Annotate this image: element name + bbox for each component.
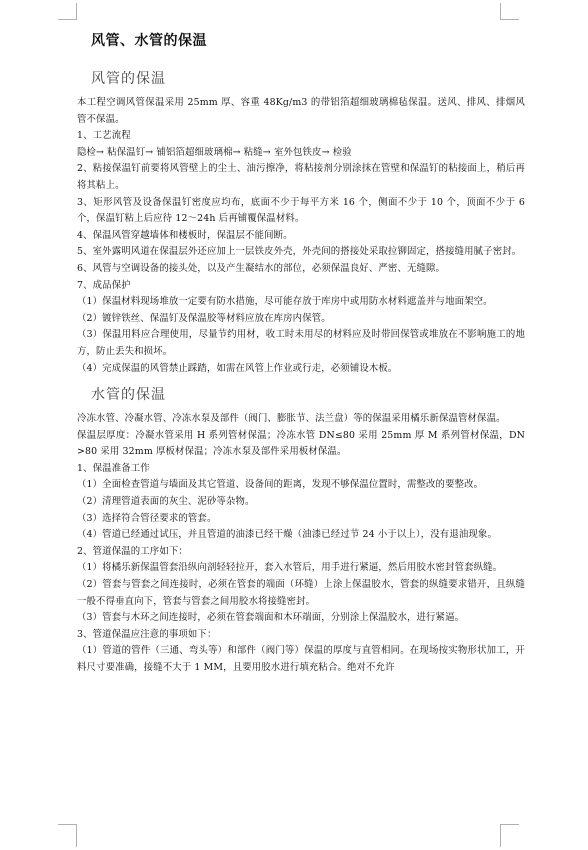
paragraph: 冷冻水管、冷凝水管、冷冻水泵及部件（阀门、膨胀节、法兰盘）等的保温采用橘乐新保温管材保温。 xyxy=(77,413,506,425)
page-corner-mark-bottom-right xyxy=(500,824,519,847)
paragraph: （4）管道已经通过试压，并且管道的油漆已经干燥（油漆已经过节 24 小于以上），没有退油现象。 xyxy=(77,529,497,541)
paragraph: （3）选择符合管径要求的管套。 xyxy=(77,512,217,524)
paragraph: （1）保温材料现场堆放一定要有防水措施，尽可能存放于库房中或用防水材料遮盖并与地面架空。 xyxy=(77,296,493,308)
paragraph: 3、管道保温应注意的事项如下： xyxy=(77,628,217,640)
paragraph: （2）管套与管套之间连接时，必须在管套的端面（环缝）上涂上保温胶水，管套的纵缝要求错开，且纵缝一般不得垂直向下，管套与管套之间用胶水将接缝密封。 xyxy=(77,579,525,607)
paragraph: 6、风管与空调设备的接头处，以及产生凝结水的部位，必须保温良好、严密、无缝隙。 xyxy=(77,262,446,274)
page-corner-mark-top-right xyxy=(500,3,519,20)
document-title: 风管、水管的保温 xyxy=(91,33,207,49)
section-body-duct-insulation xyxy=(77,95,525,377)
section-body-pipe-insulation xyxy=(77,411,525,677)
paragraph: 2、粘接保温钉前要将风管壁上的尘土、油污擦净，将粘接剂分别涂抹在管壁和保温钉的粘接面上，稍后再将其粘上。 xyxy=(77,163,525,191)
paragraph: （1）管道的管件（三通、弯头等）和部件（阀门等）保温的厚度与直管相同。在现场按实物形状加工，开料尺寸要准确，接缝不大于 1 MM，且要用胶水进行填充粘合。绝对不允许 xyxy=(77,645,525,673)
page-corner-mark-top-left xyxy=(58,3,77,20)
paragraph: 3、矩形风管及设备保温钉密度应均布，底面不少于每平方米 16 个，侧面不少于 10 个，顶面不少于 6 个，保温钉粘上后应待 12～24h 后再铺覆保温材料。 xyxy=(77,196,525,225)
paragraph: （1）全面检查管道与墙面及其它管道、设备间的距离，发现不够保温位置时，需整改的要整改。 xyxy=(77,479,484,491)
paragraph: 2、管道保温的工序如下： xyxy=(77,545,188,557)
page-corner-mark-bottom-left xyxy=(58,824,77,847)
paragraph: （2）镀锌铁丝、保温钉及保温胶等材料应放在库房内保管。 xyxy=(77,312,331,324)
section-title-pipe-insulation: 水管的保温 xyxy=(91,387,166,404)
paragraph: （2）清理管道表面的灰尘、泥砂等杂物。 xyxy=(77,496,255,508)
section-title-duct-insulation: 风管的保温 xyxy=(91,71,166,87)
paragraph: 保温层厚度：冷凝水管采用 H 系列管材保温；冷冻水管 DN≤80 采用 25mm 厚 M 系列管材保温，DN>80 采用 32mm 厚板材保温；冷冻水泵及部件采用板材保温。 xyxy=(77,429,525,458)
paragraph: 4、保温风管穿越墙体和楼板时，保温层不能间断。 xyxy=(77,229,293,241)
paragraph: 1、工艺流程 xyxy=(77,130,131,142)
paragraph: （3）保温用料应合理使用，尽量节约用材，收工时未用尽的材料应及时带回保管或堆放在不影响施工的地方，防止丢失和损坏。 xyxy=(77,329,525,357)
paragraph: （1）将橘乐新保温管套沿纵向剖轻轻拉开，套入水管后，用手进行紧逼，然后用胶水密封管套纵缝。 xyxy=(77,562,503,574)
paragraph: 本工程空调风管保温采用 25mm 厚、容重 48Kg/m3 的带铝箔超细玻璃棉毡保温。送风、排风、排烟风管不保温。 xyxy=(77,97,525,125)
paragraph: 7、成品保护 xyxy=(77,279,131,291)
paragraph: （4）完成保温的风管禁止踩踏，如需在风管上作业或行走，必须铺设木板。 xyxy=(77,362,398,374)
paragraph: 隐检→ 粘保温钉→ 铺铝箔超细玻璃棉→ 粘缝→ 室外包铁皮→ 检验 xyxy=(77,146,352,158)
paragraph: 5、室外露明风道在保温层外还应加上一层铁皮外壳，外壳间的搭接处采取拉铆固定，搭接缝用腻子密封。 xyxy=(77,246,522,258)
document-page xyxy=(77,30,525,677)
paragraph: 1、保温准备工作 xyxy=(77,462,150,474)
paragraph: （3）管套与木环之间连接时，必须在管套端面和木环端面，分别涂上保温胶水，进行紧逼。 xyxy=(77,612,465,624)
